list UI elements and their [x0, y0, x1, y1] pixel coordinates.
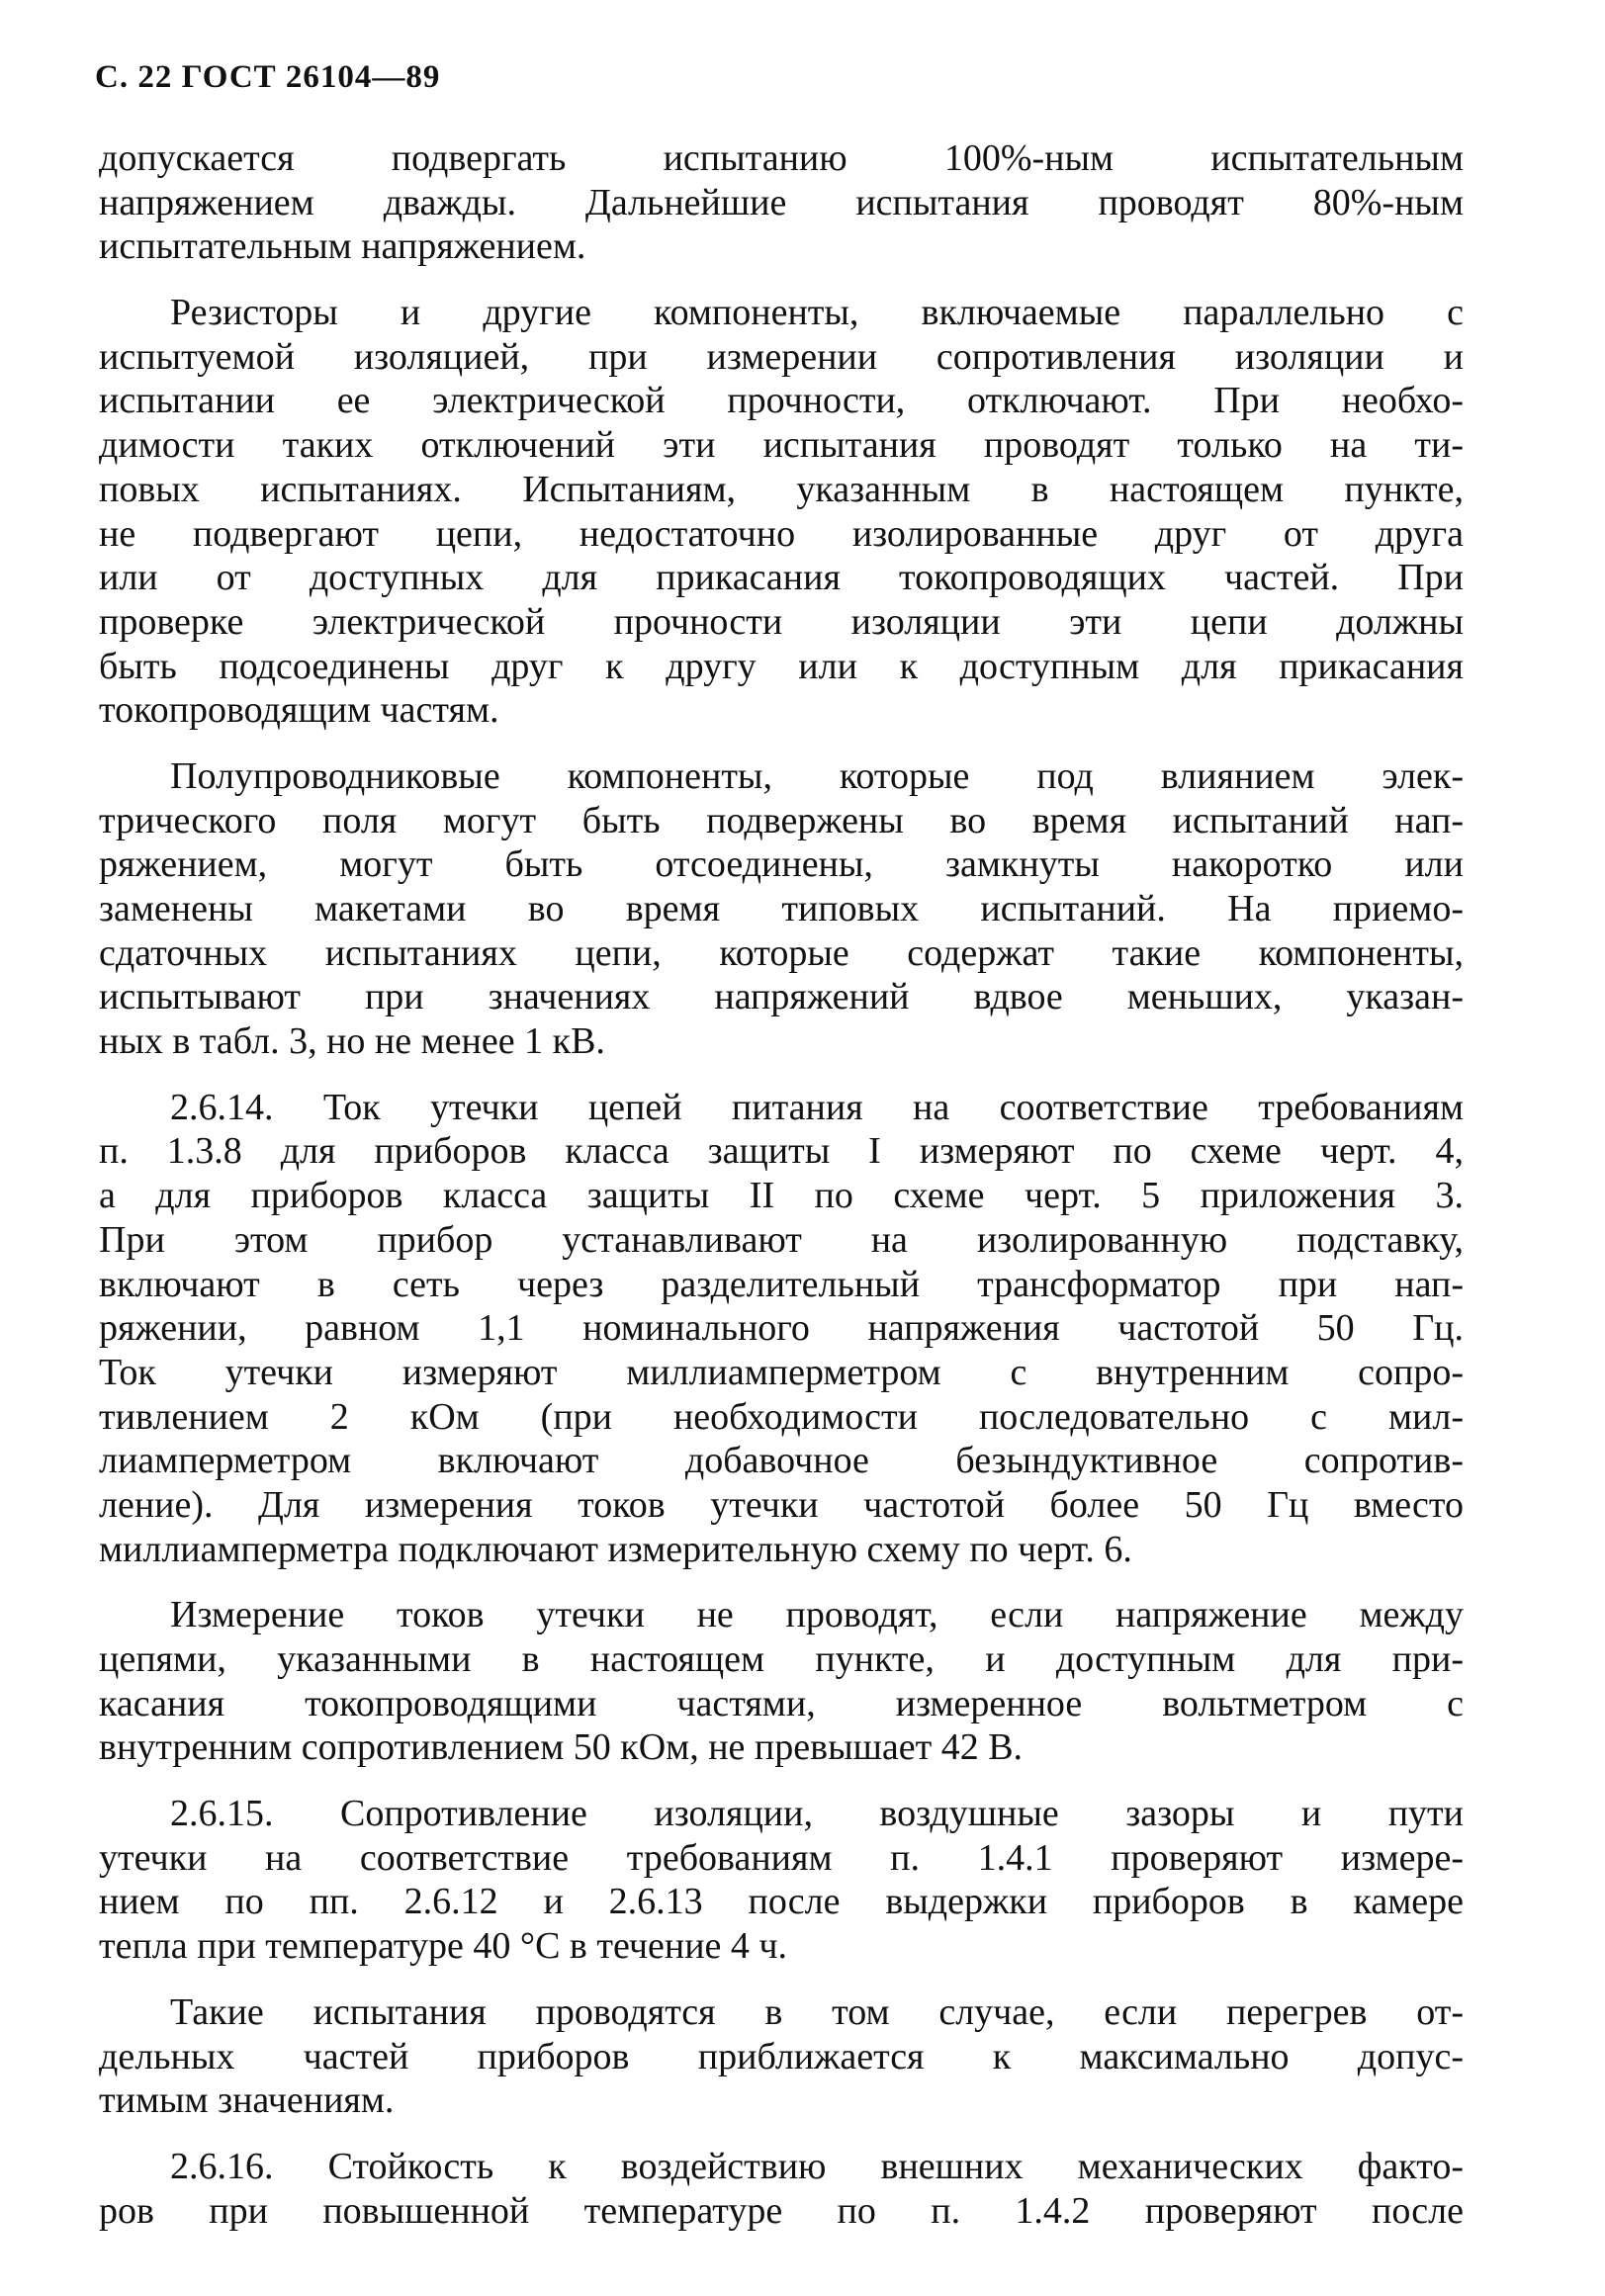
- text-line: токопроводящим частям.: [99, 689, 499, 732]
- text-line: ных в табл. 3, но не менее 1 кВ.: [99, 1020, 605, 1063]
- text-line: повых испытаниях. Испытаниям, указанным в настоящем пункте,: [99, 468, 1464, 510]
- text-line: тивлением 2 кОм (при необходимости последовательно с мил-: [99, 1395, 1464, 1438]
- text-line: нием по пп. 2.6.12 и 2.6.13 после выдержки приборов в камере: [99, 1881, 1464, 1923]
- text-line: 2.6.15. Сопротивление изоляции, воздушные зазоры и пути: [170, 1793, 1464, 1835]
- text-line: тепла при температуре 40 °С в течение 4 ч.: [99, 1925, 788, 1968]
- text-line: испытании ее электрической прочности, отключают. При необхо-: [99, 380, 1464, 422]
- text-line: проверке электрической прочности изоляции эти цепи должны: [99, 600, 1464, 643]
- text-line: а для приборов класса защиты II по схеме черт. 5 приложения 3.: [99, 1175, 1464, 1217]
- text-line: включают в сеть через разделительный трансформатор при нап-: [99, 1263, 1464, 1305]
- text-line: Полупроводниковые компоненты, которые под влиянием элек-: [170, 754, 1464, 797]
- text-line: заменены макетами во время типовых испытаний. На приемо-: [99, 888, 1464, 929]
- running-header: С. 22 ГОСТ 26104—89: [95, 59, 441, 95]
- text-line: ряжении, равном 1,1 номинального напряжения частотой 50 Гц.: [99, 1307, 1464, 1350]
- text-line: цепями, указанными в настоящем пункте, и доступным для при-: [99, 1638, 1464, 1680]
- text-line: испытывают при значениях напряжений вдвое меньших, указан-: [99, 976, 1464, 1018]
- text-line: Резисторы и другие компоненты, включаемые параллельно с: [170, 292, 1464, 334]
- text-line: трического поля могут быть подвержены во время испытаний нап-: [99, 799, 1464, 841]
- text-line: быть подсоединены друг к другу или к доступным для прикасания: [99, 645, 1464, 687]
- paragraph: [99, 1593, 1464, 1770]
- paragraph: [99, 136, 1464, 269]
- text-line: миллиамперметра подключают измерительную схему по черт. 6.: [99, 1528, 1132, 1570]
- text-line: не подвергают цепи, недостаточно изолированные друг от друга: [99, 512, 1464, 555]
- text-line: утечки на соответствие требованиям п. 1.4.1 проверяют измере-: [99, 1836, 1464, 1879]
- text-line: лиамперметром включают добавочное безындуктивное сопротив-: [99, 1440, 1464, 1482]
- text-line: напряжением дважды. Дальнейшие испытания проводят 80%-ным: [99, 181, 1464, 223]
- text-line: Ток утечки измеряют миллиамперметром с внутренним сопро-: [99, 1351, 1464, 1393]
- text-line: касания токопроводящими частями, измеренное вольтметром с: [99, 1682, 1464, 1724]
- text-line: испытательным напряжением.: [99, 225, 586, 268]
- paragraph: [99, 291, 1464, 733]
- text-line: сдаточных испытаниях цепи, которые содержат такие компоненты,: [99, 931, 1464, 974]
- document-body: [99, 136, 1464, 2254]
- paragraph: [99, 1792, 1464, 1969]
- text-line: димости таких отключений эти испытания проводят только на ти-: [99, 424, 1464, 467]
- text-line: 2.6.14. Ток утечки цепей питания на соответствие требованиям: [170, 1086, 1464, 1128]
- text-line: тимым значениям.: [99, 2079, 395, 2122]
- paragraph: [99, 1990, 1464, 2123]
- text-line: п. 1.3.8 для приборов класса защиты I измеряют по схеме черт. 4,: [99, 1130, 1464, 1173]
- text-line: ров при повышенной температуре по п. 1.4.2 проверяют после: [99, 2189, 1464, 2232]
- paragraph: [99, 754, 1464, 1064]
- text-line: ление). Для измерения токов утечки частотой более 50 Гц вместо: [99, 1483, 1464, 1526]
- text-line: Измерение токов утечки не проводят, если напряжение между: [170, 1594, 1464, 1636]
- text-line: дельных частей приборов приближается к максимально допус-: [99, 2035, 1464, 2077]
- text-line: испытуемой изоляцией, при измерении сопротивления изоляции и: [99, 335, 1464, 378]
- text-line: допускается подвергать испытанию 100%-ным испытательным: [99, 137, 1464, 179]
- text-line: ряжением, могут быть отсоединены, замкнуты накоротко или: [99, 843, 1464, 886]
- text-line: или от доступных для прикасания токопроводящих частей. При: [99, 557, 1464, 599]
- text-line: внутренним сопротивлением 50 кОм, не превышает 42 В.: [99, 1726, 1024, 1769]
- text-line: Такие испытания проводятся в том случае, если перегрев от-: [170, 1990, 1464, 2033]
- text-line: При этом прибор устанавливают на изолированную подставку,: [99, 1218, 1464, 1261]
- paragraph: [99, 1086, 1464, 1572]
- paragraph: [99, 2145, 1464, 2233]
- text-line: 2.6.16. Стойкость к воздействию внешних механических факто-: [170, 2145, 1464, 2187]
